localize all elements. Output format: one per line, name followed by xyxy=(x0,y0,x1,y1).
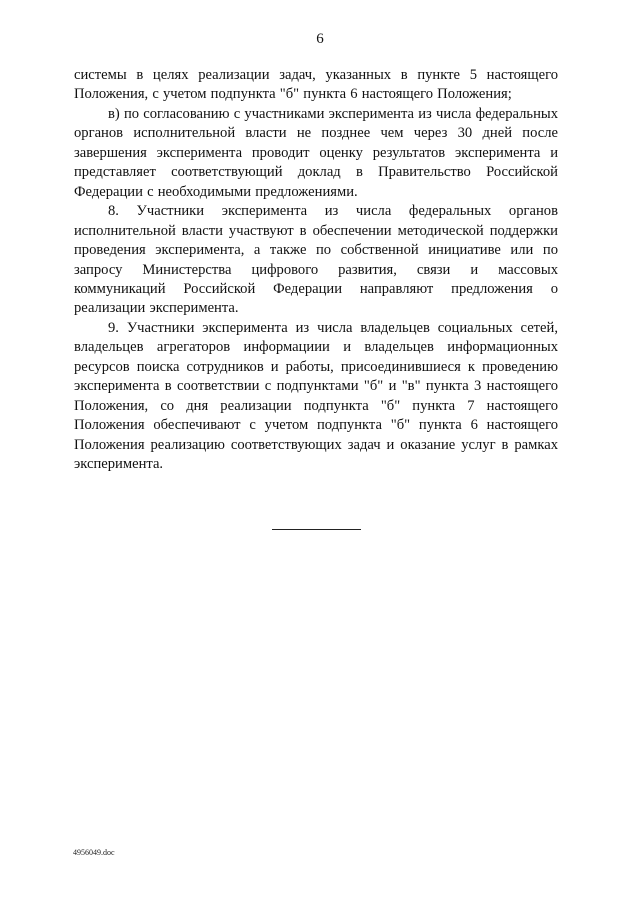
paragraph-item-8: 8. Участники эксперимента из числа федеральных органов исполнительной власти участвуют в обеспечении методической поддержки проведения эксперимента, а также по собственной инициативе или по запросу Министерства цифрового развития, связи и массовых коммуникаций Российской Федерации направляют предложения о реализации эксперимента. xyxy=(74,203,558,317)
file-reference: 4956049.doc xyxy=(73,848,115,857)
paragraph-item-9: 9. Участники эксперимента из числа владельцев социальных сетей, владельцев агрегаторов информациии и владельцев информационных ресурсов поиска сотрудников и работы, присоединившиеся к проведению эксперимента в соответствии с подпунктами "б" и "в" пункта 3 настоящего Положения, со дня реализации подпункта "б" пункта 7 настоящего Положения обеспечивают с учетом подпункта "б" пункта 6 настоящего Положения реализацию соответствующих задач и оказание услуг в рамках эксперимента. xyxy=(74,319,558,473)
paragraph-subitem-v: в) по согласованию с участниками эксперимента из числа федеральных органов исполнительной власти не позднее чем через 30 дней после завершения эксперимента проводит оценку результатов эксперимента и представляет соответствующий доклад в Правительство Российской Федерации с необходимыми предложениями. xyxy=(74,105,558,200)
document-body xyxy=(74,66,558,475)
paragraph-continuation: системы в целях реализации задач, указанных в пункте 5 настоящего Положения, с учетом подпункта "б" пункта 6 настоящего Положения; xyxy=(74,67,558,103)
page-number: 6 xyxy=(316,31,324,47)
end-divider-line xyxy=(272,529,361,530)
